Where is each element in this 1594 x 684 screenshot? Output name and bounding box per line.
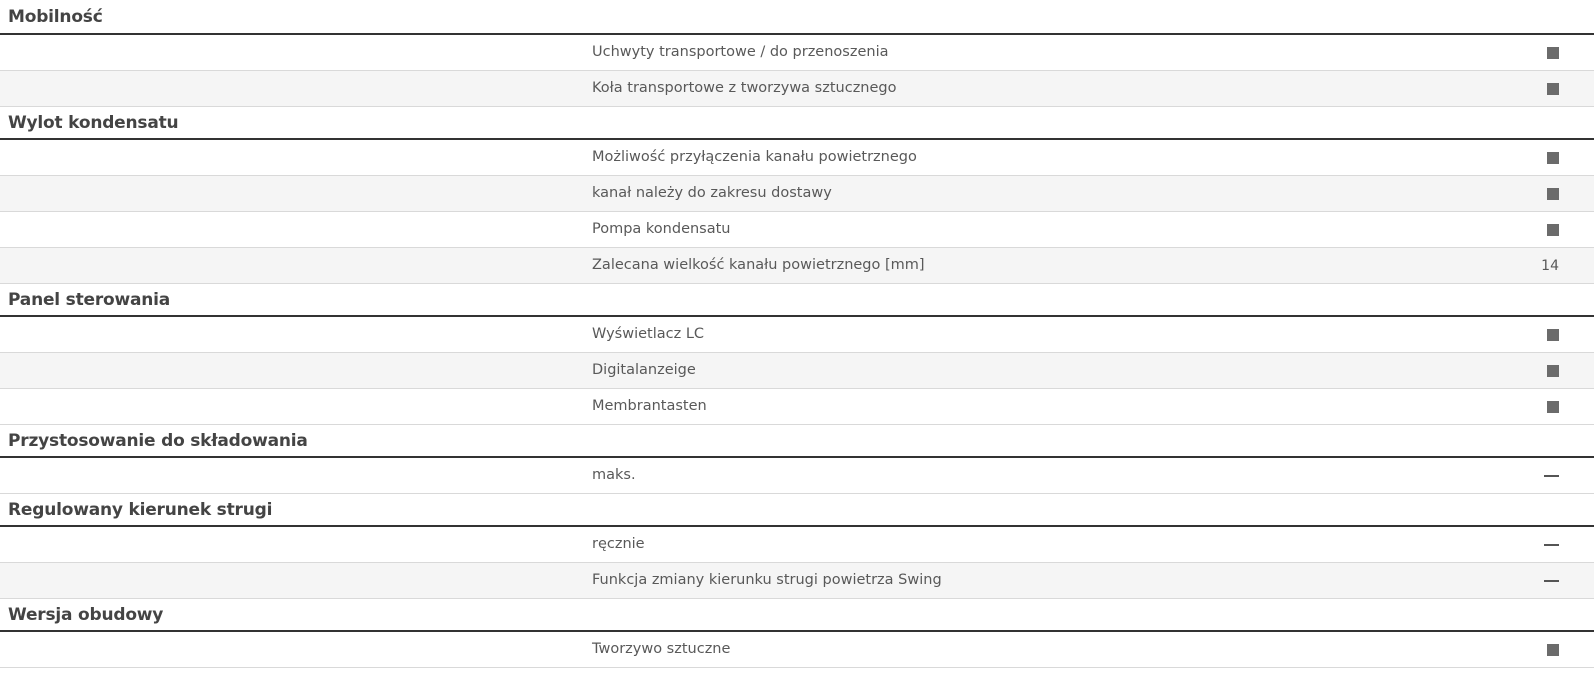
spec-value [1519, 176, 1559, 211]
spec-label: Wyświetlacz LC [592, 326, 705, 342]
spec-row [0, 317, 1594, 353]
spec-label: Zalecana wielkość kanału powietrznego [mm] [592, 257, 925, 273]
spec-value [1519, 35, 1559, 70]
spec-value [1519, 527, 1559, 562]
spec-row [0, 458, 1594, 494]
spec-row [0, 389, 1594, 425]
spec-value [1519, 71, 1559, 106]
section-header [0, 494, 1594, 527]
section-title: Regulowany kierunek strugi [8, 499, 273, 520]
spec-row [0, 527, 1594, 563]
spec-value [1519, 458, 1559, 493]
spec-value [1519, 212, 1559, 247]
spec-row [0, 176, 1594, 212]
filled-square-icon [1547, 152, 1559, 164]
spec-row [0, 632, 1594, 668]
filled-square-icon [1547, 329, 1559, 341]
spec-row [0, 353, 1594, 389]
spec-label: Możliwość przyłączenia kanału powietrznego [592, 149, 917, 165]
section-header [0, 425, 1594, 458]
section-header [0, 284, 1594, 317]
section-header [0, 599, 1594, 632]
spec-label: Funkcja zmiany kierunku strugi powietrza Swing [592, 572, 942, 588]
section-title: Panel sterowania [8, 289, 171, 310]
section-title: Wylot kondensatu [8, 112, 179, 133]
filled-square-icon [1547, 401, 1559, 413]
filled-square-icon [1547, 365, 1559, 377]
dash-icon [1544, 475, 1559, 477]
spec-label: kanał należy do zakresu dostawy [592, 185, 832, 201]
filled-square-icon [1547, 644, 1559, 656]
spec-label: maks. [592, 467, 636, 483]
spec-label: Membrantasten [592, 398, 707, 414]
filled-square-icon [1547, 83, 1559, 95]
spec-label: Digitalanzeige [592, 362, 696, 378]
section-header [0, 0, 1594, 35]
section-title: Mobilność [8, 6, 103, 27]
section-header [0, 107, 1594, 140]
dash-icon [1544, 580, 1559, 582]
spec-row [0, 563, 1594, 599]
filled-square-icon [1547, 224, 1559, 236]
section-title: Przystosowanie do składowania [8, 430, 308, 451]
spec-row [0, 248, 1594, 284]
spec-label: Uchwyty transportowe / do przenoszenia [592, 44, 889, 60]
spec-label: Tworzywo sztuczne [592, 641, 731, 657]
spec-row [0, 71, 1594, 107]
dash-icon [1544, 544, 1559, 546]
spec-value [1519, 353, 1559, 388]
spec-value-text: 14 [1541, 257, 1559, 274]
spec-row [0, 140, 1594, 176]
spec-row [0, 212, 1594, 248]
spec-label: ręcznie [592, 536, 645, 552]
filled-square-icon [1547, 47, 1559, 59]
spec-value [1519, 248, 1559, 283]
spec-value [1519, 632, 1559, 667]
spec-value [1519, 317, 1559, 352]
spec-label: Koła transportowe z tworzywa sztucznego [592, 80, 897, 96]
spec-label: Pompa kondensatu [592, 221, 731, 237]
spec-value [1519, 563, 1559, 598]
spec-value [1519, 389, 1559, 424]
section-title: Wersja obudowy [8, 604, 164, 625]
spec-value [1519, 140, 1559, 175]
filled-square-icon [1547, 188, 1559, 200]
spec-row [0, 35, 1594, 71]
